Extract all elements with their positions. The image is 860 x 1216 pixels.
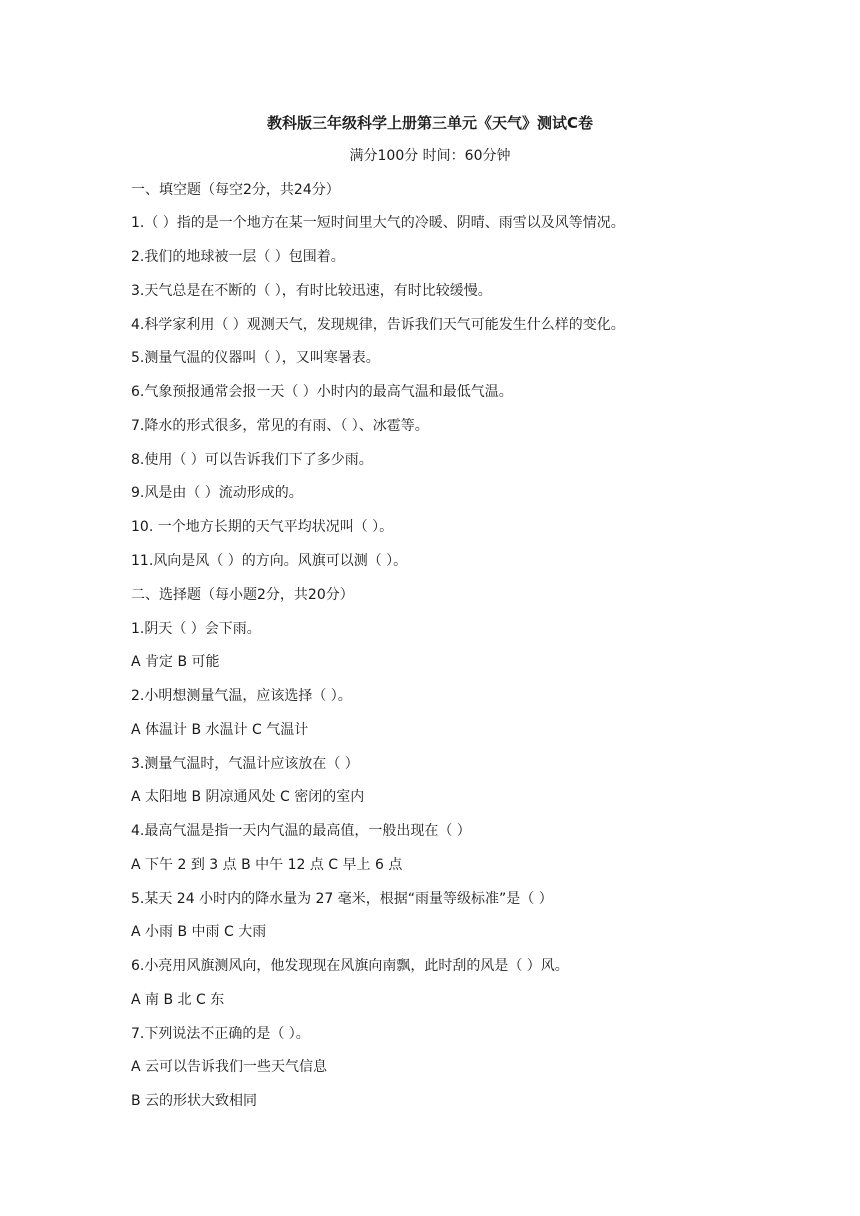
question-line: 2.我们的地球被一层（ ）包围着。 (131, 249, 345, 265)
section-heading-choice: 二、选择题（每小题2分，共20分） (131, 587, 354, 603)
question-line: 7.降水的形式很多，常见的有雨、（ ）、冰雹等。 (131, 418, 429, 434)
option-line: A 太阳地 B 阴凉通风处 C 密闭的室内 (131, 789, 365, 805)
question-line: 9.风是由（ ）流动形成的。 (131, 485, 303, 501)
option-line: A 下午 2 到 3 点 B 中午 12 点 C 早上 6 点 (131, 857, 403, 873)
option-line: A 小雨 B 中雨 C 大雨 (131, 924, 267, 940)
option-line: A 肯定 B 可能 (131, 654, 220, 670)
question-line: 2.小明想测量气温，应该选择（ ）。 (131, 688, 352, 704)
document-title: 教科版三年级科学上册第三单元《天气》测试C卷 (266, 114, 593, 132)
option-line: B 云的形状大致相同 (131, 1093, 258, 1109)
question-line: 4.最高气温是指一天内气温的最高值，一般出现在（ ） (131, 823, 471, 839)
option-line: A 南 B 北 C 东 (131, 992, 225, 1008)
question-line: 3.测量气温时，气温计应该放在（ ） (131, 756, 359, 772)
question-line: 7.下列说法不正确的是（ ）。 (131, 1026, 310, 1042)
question-line: 11.风向是风（ ）的方向。风旗可以测（ ）。 (131, 553, 408, 569)
section-heading-fill-in: 一、填空题（每空2分，共24分） (131, 182, 340, 198)
document-subtitle: 满分100分 时间：60分钟 (349, 148, 511, 164)
question-line: 5.某天 24 小时内的降水量为 27 毫米，根据“雨量等级标准”是（ ） (131, 891, 553, 907)
question-line: 8.使用（ ）可以告诉我们下了多少雨。 (131, 452, 373, 468)
question-line: 1.（ ）指的是一个地方在某一短时间里大气的冷暖、阴晴、雨雪以及风等情况。 (131, 215, 625, 231)
question-line: 6.气象预报通常会报一天（ ）小时内的最高气温和最低气温。 (131, 384, 513, 400)
option-line: A 体温计 B 水温计 C 气温计 (131, 722, 309, 738)
question-line: 4.科学家利用（ ）观测天气，发现规律，告诉我们天气可能发生什么样的变化。 (131, 317, 625, 333)
question-line: 10. 一个地方长期的天气平均状况叫（ ）。 (131, 519, 394, 535)
question-line: 1.阴天（ ）会下雨。 (131, 621, 261, 637)
question-line: 6.小亮用风旗测风向，他发现现在风旗向南飘，此时刮的风是（ ）风。 (131, 958, 569, 974)
question-line: 3.天气总是在不断的（ ），有时比较迅速，有时比较缓慢。 (131, 283, 492, 299)
option-line: A 云可以告诉我们一些天气信息 (131, 1059, 328, 1075)
question-line: 5.测量气温的仪器叫（ ），又叫寒暑表。 (131, 350, 380, 366)
